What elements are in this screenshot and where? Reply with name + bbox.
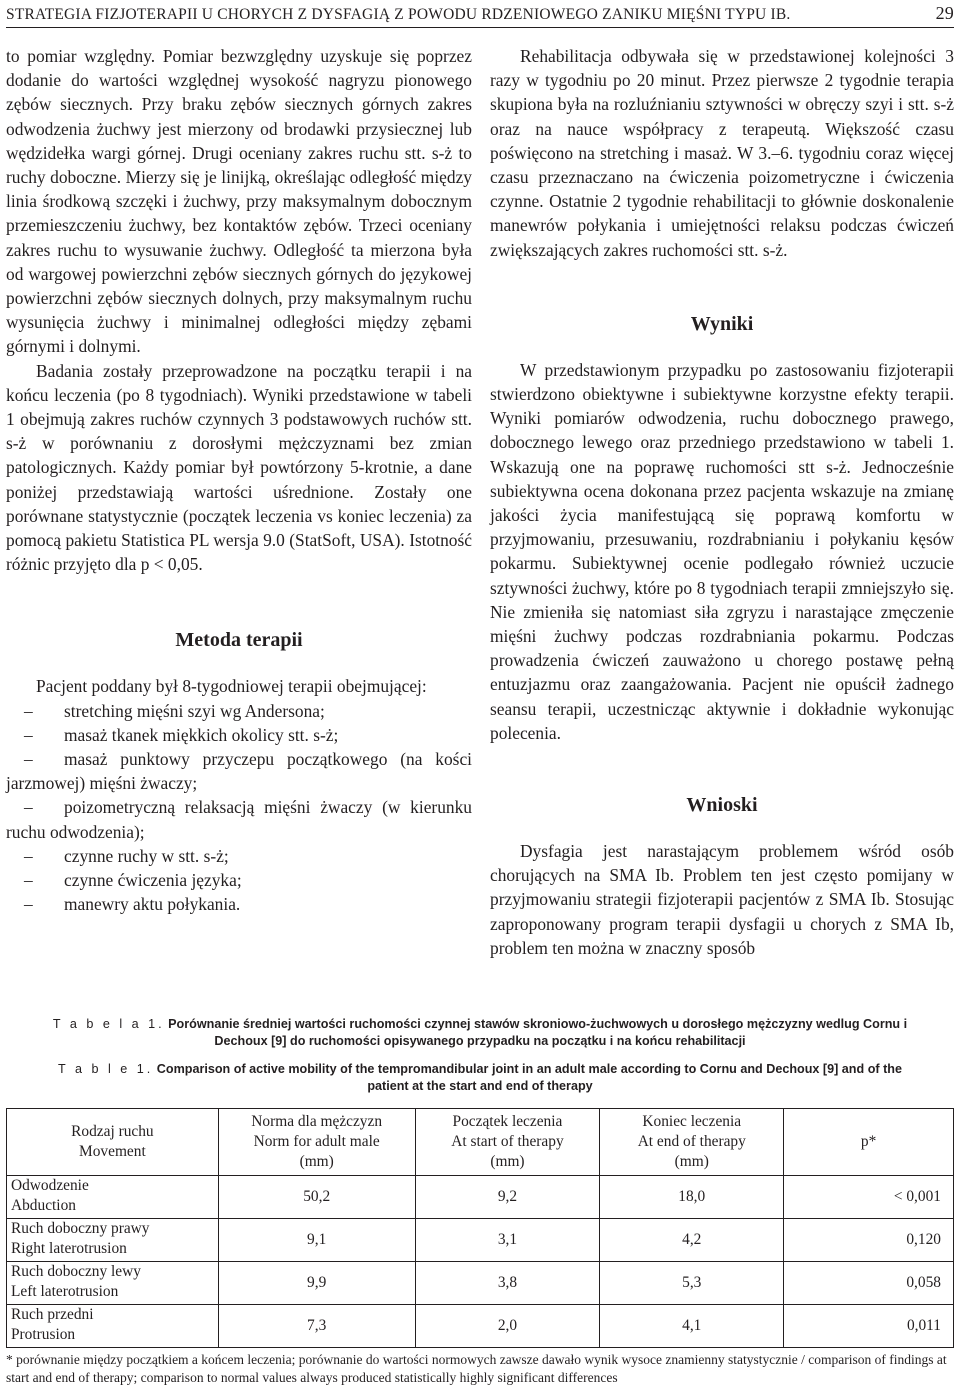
start-value: 2,0	[415, 1305, 600, 1348]
header-end: Koniec leczenia At end of therapy (mm)	[600, 1109, 784, 1176]
p-value: < 0,001	[784, 1176, 954, 1219]
norm-value: 50,2	[218, 1176, 415, 1219]
header-norm: Norma dla mężczyzn Norm for adult male (mm)	[218, 1109, 415, 1176]
method-intro: Pacjent poddany był 8-tygodniowej terapii obejmującej:	[36, 676, 427, 697]
movement-name: Odwodzenie Abduction	[7, 1176, 219, 1219]
page-number: 29	[935, 3, 954, 23]
table-footnote: * porównanie między początkiem a końcem leczenia; porównanie do wartości normowych zawsze dawało wynik wysoce znamienny statystycznie / comparison of findings at start and end of therapy; comparison to normal values always produced statistically highly significant differences	[6, 1352, 947, 1385]
end-value: 18,0	[600, 1176, 784, 1219]
right-column	[490, 44, 954, 960]
norm-value: 9,1	[218, 1219, 415, 1262]
section-heading-method: Metoda terapii	[175, 629, 303, 652]
therapy-item: – stretching mięśni szyi wg Andersona;	[24, 700, 325, 721]
left-paragraph-2: Badania zostały przeprowadzone na początku terapii i na końcu leczenia (po 8 tygodniach). Wyniki przedstawione w tabeli 1 obejmują zakres ruchów czynnych 3 podstawowych ruchów stt. s-ż w porównaniu z dorosłymi mężczyznami bez zmian patologicznych. Każdy pomiar był powtórzony 5-krotnie, a dane poniżej przedstawiają wartości uśrednione. Zostały one porównane statystycznie (początek leczenia vs koniec leczenia) za pomocą pakietu Statistica PL wersja 9.0 (StatSoft, USA). Istotność różnic przyjęto dla p < 0,05.	[6, 360, 472, 575]
movement-name: Ruch przedni Protrusion	[7, 1305, 219, 1348]
end-value: 4,2	[600, 1219, 784, 1262]
header-start: Początek leczenia At start of therapy (mm)	[415, 1109, 600, 1176]
norm-value: 7,3	[218, 1305, 415, 1348]
conclusions-paragraph: Dysfagia jest narastającym problemem wśród osób chorujących na SMA Ib. Problem ten jest często pomijany w przyjmowaniu strategii fizjoterapii pacjentów z SMA Ib. Stosując zaproponowany program terapii dysfagii u chorych z SMA Ib, problem ten można w znaczny sposób	[490, 841, 954, 958]
table-label-en: T a b l e 1.	[58, 1062, 154, 1076]
p-value: 0,011	[784, 1305, 954, 1348]
start-value: 9,2	[415, 1176, 600, 1219]
start-value: 3,1	[415, 1219, 600, 1262]
therapy-item: – masaż punktowy przyczepu początkowego (na kości jarzmowej) mięśni żwaczy;	[6, 749, 472, 794]
movement-name: Ruch doboczny prawy Right laterotrusion	[7, 1219, 219, 1262]
therapy-item: – poizometryczną relaksacją mięśni żwaczy (w kierunku ruchu odwodzenia);	[6, 797, 472, 842]
norm-value: 9,9	[218, 1262, 415, 1305]
table-row	[7, 1262, 954, 1305]
movement-name: Ruch doboczny lewy Left laterotrusion	[7, 1262, 219, 1305]
table-label-pl: T a b e l a 1.	[52, 1017, 165, 1031]
running-header	[6, 2, 954, 28]
therapy-item: – masaż tkanek miękkich okolicy stt. s-ż;	[24, 724, 339, 745]
therapy-list	[6, 699, 472, 917]
left-column	[6, 44, 472, 917]
section-heading-results: Wyniki	[690, 312, 754, 335]
start-value: 3,8	[415, 1262, 600, 1305]
results-paragraph: W przedstawionym przypadku po zastosowaniu fizjoterapii stwierdzono obiektywne i subiektywne korzystne efekty terapii. Wyniki pomiarów odwodzenia, ruchu dobocznego prawego, dobocznego lewego oraz przedniego przedstawiono w tabeli 1. Wskazują one na poprawę ruchomości stt s-ż. Jednocześnie subiektywna ocena dokonana przez pacjenta wskazuje na zmianę jakości życia manifestującą się poprawą komfortu w przyjmowaniu, przesuwaniu, rozdrabnianiu i połykaniu kęsów pokarmu. Subiektywnej ocenie podlegało również uczucie sztywności żuchwy, które po 8 tygodniach terapii zmniejszyło się. Nie zmieniła się natomiast siła zgryzu i narastające zmęczenie mięśni żuchwy podczas rozdrabniania pokarmu. Podczas prowadzenia ćwiczeń zauważono u chorego postawę pełną entuzjazmu oraz zaangażowania. Pacjent nie opuścił żadnego seansu terapii, uczestnicząc aktywnie i dokładnie wykonując polecenia.	[490, 359, 954, 743]
header-p: p*	[784, 1109, 954, 1176]
header-movement: Rodzaj ruchu Movement	[7, 1109, 219, 1176]
results-table	[6, 1108, 954, 1348]
p-value: 0,120	[784, 1219, 954, 1262]
running-title: STRATEGIA FIZJOTERAPII U CHORYCH Z DYSFAGIĄ Z POWODU RDZENIOWEGO ZANIKU MIĘŚNI TYPU IB.	[6, 6, 791, 23]
left-paragraph-1: to pomiar względny. Pomiar bezwzględny uzyskuje się poprzez dodanie do wartości względnej wysokość nagryzu pionowego zębów siecznych. Przy braku zębów siecznych górnych zakres odwodzenia żuchwy jest mierzony od brodawki przysiecznej lub wędzidełka wargi górnej. Drugi oceniany zakres ruchu stt. s-ż to ruchy doboczne. Mierzy się je linijką, określając odległość między linia środkową szczęki i żuchwy, przy maksymalnym dobocznym przemieszczeniu żuchwy, bez kontaktów zębów. Trzeci oceniany zakres ruchu to wysuwanie żuchwy. Odległość ta mierzona była od wargowej powierzchni zębów siecznych górnych do językowej powierzchni zębów siecznych dolnych, przy maksymalnym ruchu wysunięcia żuchwy i minimalnej odległości między zębami górnymi i dolnymi.	[6, 46, 472, 357]
section-heading-conclusions: Wnioski	[686, 794, 758, 817]
table-title-pl: Porównanie średniej wartości ruchomości czynnej stawów skroniowo-żuchwowych u dorosłego mężczyzny wedlug Cornu i Dechoux [9] do ruchomości opisywanego przypadku na początku i na końcu rehabilitacji	[168, 1017, 908, 1048]
end-value: 4,1	[600, 1305, 784, 1348]
right-paragraph-1: Rehabilitacja odbywała się w przedstawionej kolejności 3 razy w tygodniu po 20 minut. Przez pierwsze 2 tygodnie terapia skupiona była na rozluźnianiu sztywności w obręczy szyi i stt. s-ż oraz na nauce współpracy z terapeutą. Większość czasu poświęcono na stretching i masaż. W 3.–6. tygodniu coraz więcej czasu przeznaczano na ćwiczenia poizometryczne i ćwiczenia czynne. Ostatnie 2 tygodnie rehabilitacji to głównie doskonalenie manewrów połykania i umiejętności relaksu podczas ćwiczeń zwiększających zakres ruchomości stt. s-ż.	[490, 46, 954, 260]
table-caption-pl	[40, 1016, 920, 1050]
table-caption-en	[40, 1061, 920, 1095]
header-rule	[6, 27, 954, 28]
end-value: 5,3	[600, 1262, 784, 1305]
therapy-item: – czynne ćwiczenia języka;	[24, 870, 242, 891]
table-row	[7, 1219, 954, 1262]
table-row	[7, 1305, 954, 1348]
therapy-item: – czynne ruchy w stt. s-ż;	[24, 845, 229, 866]
p-value: 0,058	[784, 1262, 954, 1305]
table-header-row	[7, 1109, 954, 1176]
therapy-item: – manewry aktu połykania.	[24, 894, 241, 915]
table-row	[7, 1176, 954, 1219]
table-title-en: Comparison of active mobility of the tempromandibular joint in an adult male according to Cornu and Dechoux [9] and of the patient at the start and end of therapy	[156, 1062, 902, 1093]
